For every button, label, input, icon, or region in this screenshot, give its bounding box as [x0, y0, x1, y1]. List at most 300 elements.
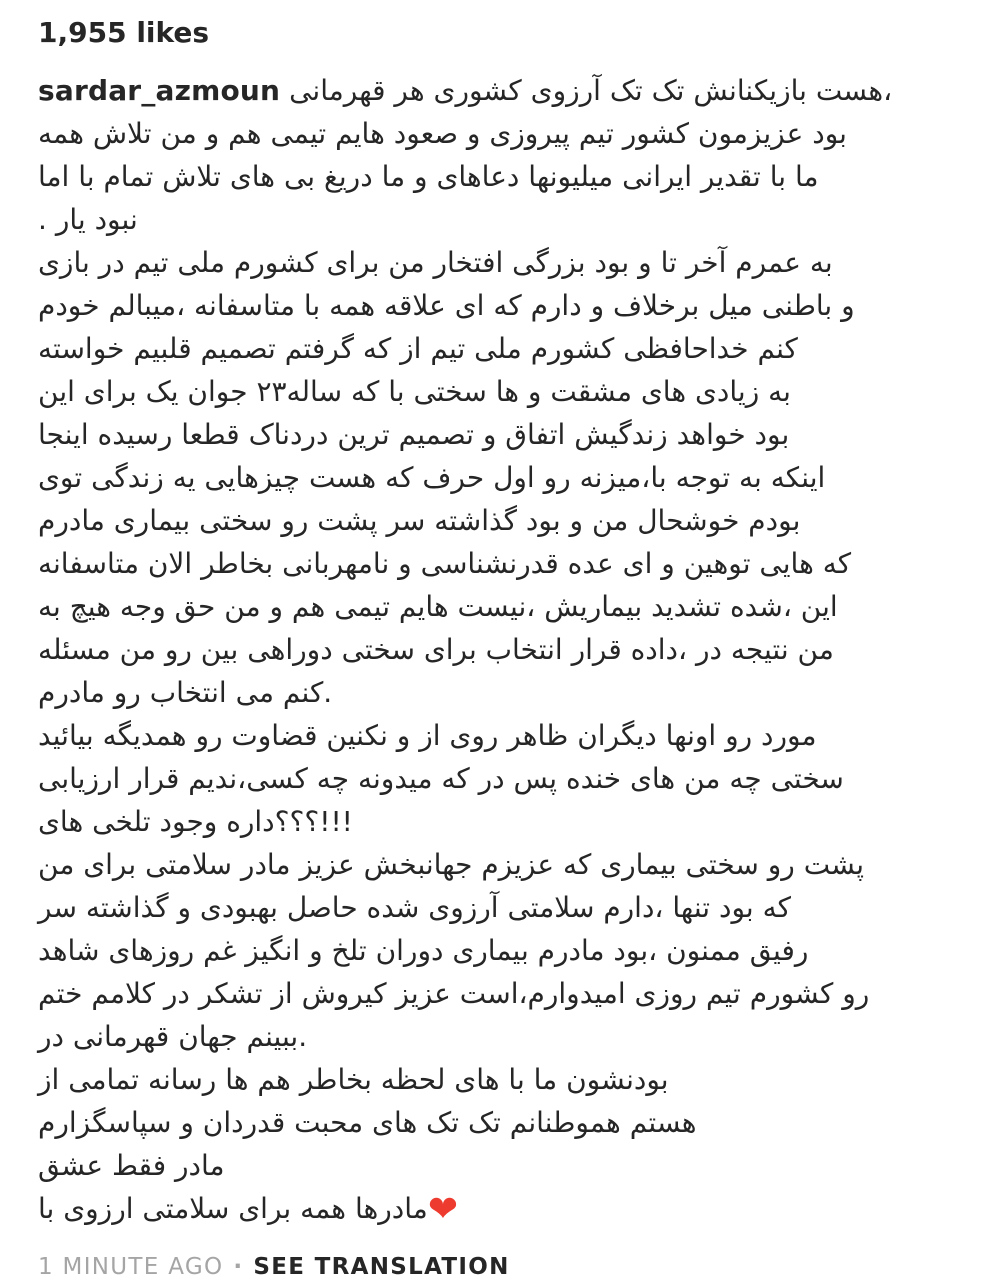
- caption-word: هیچ: [69, 590, 112, 623]
- caption-word: اما: [38, 160, 70, 193]
- caption-word: سلامتی: [507, 891, 595, 924]
- caption-word: بهبودی: [199, 891, 278, 924]
- caption-word: بود: [594, 246, 630, 279]
- caption-word: نامهربانی: [282, 547, 390, 580]
- caption-word: هست: [308, 461, 377, 494]
- caption-word: مادر: [240, 848, 291, 881]
- caption-word: رو: [281, 504, 309, 537]
- caption-word: به: [768, 375, 791, 408]
- caption-word: مادرم: [537, 934, 605, 967]
- caption-word: مادرها: [354, 1192, 428, 1225]
- caption-word: تیم: [578, 117, 614, 150]
- caption-word: همه: [329, 289, 376, 322]
- caption-word: تصمیم: [398, 418, 474, 451]
- caption-word: هم: [257, 1063, 291, 1096]
- caption-word: ما: [794, 160, 819, 193]
- caption-word: و: [398, 547, 412, 580]
- caption-word: تلخی: [92, 805, 151, 838]
- caption-word: رو: [543, 461, 571, 494]
- caption-line: توی زندگی یه چیزهایی هست که حرف اول رو میزنه،با توجه به اینکه: [38, 461, 826, 494]
- caption-line: [38, 413, 950, 456]
- caption-word: نبود: [94, 203, 138, 236]
- caption-word: حق: [174, 590, 216, 623]
- caption-word: های: [640, 375, 687, 408]
- caption-word: تیم: [705, 977, 741, 1010]
- caption-word: برای: [83, 375, 137, 408]
- caption-word: دردناک: [248, 418, 329, 451]
- caption-word: وجود: [159, 805, 218, 838]
- caption-word: عده: [567, 547, 614, 580]
- caption-line: [38, 542, 950, 585]
- caption-word: مسئله: [38, 633, 111, 666]
- caption-word: پس: [513, 762, 558, 795]
- caption-word: کشورم: [233, 246, 318, 279]
- caption-word: محبت: [294, 1106, 364, 1139]
- caption-word: و: [527, 375, 542, 408]
- caption-word: ملی: [177, 246, 225, 279]
- caption-word: رو: [113, 676, 141, 709]
- caption-word: هم: [291, 590, 326, 623]
- caption-word: سختی: [413, 375, 487, 408]
- caption-word: حاصل: [286, 891, 358, 924]
- caption-line: [38, 714, 950, 757]
- caption-word: ارزیابی: [38, 762, 121, 795]
- caption-word: از: [271, 977, 293, 1010]
- caption-line: [38, 1144, 950, 1187]
- caption-word: ما: [533, 1063, 558, 1096]
- caption-word: این: [38, 375, 75, 408]
- caption-line: [38, 1187, 950, 1230]
- caption-word: و: [396, 719, 411, 752]
- caption-word: بود: [718, 891, 754, 924]
- caption-word: انتخاب: [149, 676, 227, 709]
- caption-word: ما: [381, 160, 406, 193]
- caption-word: کشور: [622, 117, 689, 150]
- caption-word: بودم: [748, 504, 801, 537]
- caption-word: بی: [283, 160, 316, 193]
- caption-word: انتخاب: [485, 633, 563, 666]
- caption-word: تیم: [133, 246, 169, 279]
- caption-word: در: [38, 1020, 64, 1053]
- caption-word: هر: [394, 74, 425, 107]
- caption-word: سلامتی: [145, 848, 233, 881]
- caption-word: سر: [386, 504, 426, 537]
- caption-text: [38, 69, 950, 1230]
- caption-word: برای: [238, 1192, 292, 1225]
- caption-word: قهرمانی: [289, 74, 386, 107]
- caption-word: می: [235, 676, 274, 709]
- caption-word: و: [482, 418, 497, 451]
- caption-word: از: [400, 332, 422, 365]
- caption-word: ترین: [337, 418, 390, 451]
- caption-word: گذاشته: [434, 504, 517, 537]
- caption-lines-container: [38, 112, 950, 1230]
- caption-word: ای: [454, 289, 485, 322]
- caption-word: شده: [366, 891, 420, 924]
- caption-word: بیائید: [38, 719, 94, 752]
- caption-word: تشدید: [651, 590, 722, 623]
- caption-word: هایم: [398, 590, 449, 623]
- caption-word: ظاهر: [507, 719, 569, 752]
- caption-word: رو: [164, 633, 192, 666]
- caption-word: برای: [326, 246, 380, 279]
- caption-word: من: [591, 504, 629, 537]
- caption-word: چه: [316, 762, 350, 795]
- caption-word: من: [38, 848, 75, 881]
- caption-word: های: [38, 805, 84, 838]
- caption-word: متاسفانه: [194, 289, 295, 322]
- caption-word: و: [841, 289, 855, 322]
- caption-word: صعود: [393, 117, 458, 150]
- caption-word: علاقه: [384, 289, 446, 322]
- caption-word: و: [205, 117, 220, 150]
- caption-word: اینجا: [38, 418, 89, 451]
- caption-word: نیست: [457, 590, 527, 623]
- caption-word: ای: [622, 547, 653, 580]
- caption-word: های: [454, 1063, 500, 1096]
- caption-word: در: [163, 977, 190, 1010]
- caption-word: و: [661, 547, 675, 580]
- caption-line: [38, 1058, 950, 1101]
- caption-word: لحظه: [380, 1063, 446, 1096]
- caption-word: حرف: [422, 461, 485, 494]
- caption-word: آرزوی: [428, 891, 499, 924]
- caption-word: بیماریش: [544, 590, 643, 623]
- caption-word: که: [493, 289, 522, 322]
- caption-word: پیروزی: [489, 117, 570, 150]
- caption-word: تمام: [103, 160, 154, 193]
- caption-word: باطنی: [761, 289, 833, 322]
- caption-word: چه: [729, 762, 762, 795]
- caption-line: شاهد روزهای غم انگیز و تلخ دوران بیماری مادرم بود، ممنون رفیق: [38, 934, 809, 967]
- caption-word: زندگیش: [574, 418, 668, 451]
- caption-word: بود: [812, 117, 847, 150]
- caption-word: زیادی: [695, 375, 760, 408]
- caption-word: قضاوت: [231, 719, 318, 752]
- caption-word: دیگران: [577, 719, 657, 752]
- caption-word: داره: [226, 805, 275, 838]
- caption-word: و: [414, 160, 428, 193]
- caption-word: همه: [300, 1192, 347, 1225]
- caption-word: بازیکنانش: [693, 74, 807, 107]
- caption-word: به: [809, 246, 833, 279]
- caption-word: عمرم: [735, 246, 801, 279]
- caption-word: از: [38, 1063, 60, 1096]
- caption-word: من: [388, 246, 425, 279]
- caption-word: تیمی: [334, 590, 390, 623]
- caption-word: این: [800, 590, 838, 623]
- caption-word: من: [119, 633, 156, 666]
- caption-word: ختم: [38, 977, 83, 1010]
- caption-word: کیروش: [301, 977, 387, 1010]
- caption-word: رسانه: [147, 1063, 217, 1096]
- caption-word: اتفاق: [505, 418, 566, 451]
- caption-word: توی: [38, 461, 83, 494]
- caption-word: و: [590, 289, 605, 322]
- caption-word: من: [684, 762, 721, 795]
- caption-word: سر: [38, 891, 77, 924]
- caption-word: من: [160, 117, 197, 150]
- caption-word: عزیز: [395, 977, 451, 1010]
- caption-word: رو: [767, 848, 795, 881]
- caption-word: الان: [147, 547, 193, 580]
- caption-word: برای: [423, 633, 477, 666]
- caption-word: که: [822, 547, 852, 580]
- caption-word: قلبیم: [133, 332, 192, 365]
- caption-word: یار: [55, 203, 86, 236]
- caption-line: [38, 1101, 950, 1144]
- caption-word: فقط: [111, 1149, 167, 1182]
- caption-word: آرزوی: [530, 74, 601, 107]
- caption-word: و: [177, 891, 191, 924]
- caption-word: ندیم: [188, 762, 238, 795]
- caption-word: با: [508, 1063, 525, 1096]
- caption-word: کنم: [757, 332, 798, 365]
- caption-word: به: [739, 461, 762, 494]
- caption-word: و: [309, 934, 323, 967]
- caption-word: یه: [172, 461, 196, 494]
- caption-word: در: [695, 633, 722, 666]
- caption-line: مادرم رو انتخاب می کنم.: [38, 676, 333, 709]
- caption-word: قرار: [129, 762, 180, 795]
- caption-word: بود: [525, 504, 561, 537]
- caption-word: تک: [609, 74, 643, 107]
- caption-word: کشوری: [433, 74, 522, 107]
- caption-word: توهین: [683, 547, 751, 580]
- caption-word: نکنین: [326, 719, 388, 752]
- caption-word: عزیز: [299, 848, 355, 881]
- caption-line: های تلخی وجود داره؟؟؟!!!: [38, 805, 353, 838]
- caption-word: ایرانی: [622, 160, 692, 193]
- caption-word: اونها: [665, 719, 717, 752]
- caption-word: قدرنشناسی: [420, 547, 559, 580]
- caption-line: [38, 327, 950, 370]
- caption-line-text: قهرمانی هر کشوری آرزوی تک تک بازیکنانش هست،: [289, 74, 893, 107]
- caption-word: با: [78, 160, 95, 193]
- caption-word: عزیزمون: [697, 117, 804, 150]
- caption-word: میدونه: [358, 762, 433, 795]
- timestamp: 1 MINUTE AGO: [38, 1254, 224, 1280]
- caption-word: من: [797, 633, 834, 666]
- caption-line: [38, 112, 950, 155]
- caption-word: برخلاف: [613, 289, 700, 322]
- caption-word: من: [224, 590, 261, 623]
- caption-word: کشورم: [530, 332, 615, 365]
- caption-word: تلاش: [92, 117, 152, 150]
- caption-line: مسئله من رو بین دوراهی سختی برای انتخاب قرار داده، در نتیجه من: [38, 633, 834, 666]
- caption-word: های: [629, 762, 676, 795]
- caption-word: سپاسگزارم: [38, 1106, 172, 1139]
- caption-word: میلیونها: [528, 160, 614, 193]
- caption-line: ختم کلامم در تشکر از کیروش عزیز است،امیدوارم روزی تیم کشورم رو: [38, 977, 870, 1010]
- caption-word: هم: [228, 117, 262, 150]
- caption-word: میل: [708, 289, 753, 322]
- red-heart-icon: ❤: [427, 1189, 458, 1230]
- caption-word: رو: [842, 977, 870, 1010]
- caption-word: داده: [630, 633, 678, 666]
- caption-word: تیمی: [270, 117, 327, 150]
- caption-word: که: [762, 891, 791, 924]
- caption-line: در قهرمانی جهان ببینم.: [38, 1020, 308, 1053]
- caption-word: خداحافظی: [623, 332, 749, 365]
- caption-word: ممنون: [666, 934, 741, 967]
- caption-word: شاهد: [38, 934, 100, 967]
- caption-word: تا: [660, 246, 677, 279]
- caption-word: جوان: [187, 375, 248, 408]
- caption-word: ها: [495, 375, 519, 408]
- username-link[interactable]: sardar_azmoun: [38, 74, 281, 107]
- caption-word: بزرگی: [512, 246, 586, 279]
- likes-count[interactable]: 1,955 likes: [38, 16, 210, 49]
- caption-word: ببینم: [246, 1020, 299, 1053]
- caption-word: میبالم: [108, 289, 177, 322]
- caption-word: اینکه: [770, 461, 826, 494]
- caption-word: مشقت: [550, 375, 632, 408]
- caption-word: کشورم: [749, 977, 834, 1010]
- caption-word: برای: [83, 848, 137, 881]
- caption-line: . یار نبود: [38, 203, 138, 236]
- caption-word: هایم: [335, 117, 385, 150]
- caption-word: گرفتم: [284, 332, 354, 365]
- caption-word: توجه: [675, 461, 731, 494]
- caption-word: تلاش: [162, 160, 221, 193]
- post-footer: [38, 1254, 950, 1280]
- caption-word: از: [419, 719, 441, 752]
- caption-word: هایی: [759, 547, 814, 580]
- caption-word: سختی: [341, 633, 415, 666]
- caption-word: پشت: [803, 848, 864, 881]
- caption-word: سلامتی: [142, 1192, 230, 1225]
- caption-word: قطعا: [181, 418, 240, 451]
- caption-word: قرار: [571, 633, 622, 666]
- caption-line: [38, 843, 950, 886]
- caption-word: بیماری: [452, 934, 529, 967]
- caption-word: رو: [725, 719, 753, 752]
- caption-word: متاسفانه: [38, 547, 139, 580]
- caption-word: مورد: [761, 719, 817, 752]
- caption-word: افتخار: [433, 246, 504, 279]
- caption-line: [38, 241, 950, 284]
- caption-word: گذاشته: [85, 891, 169, 924]
- caption-word: بود: [613, 934, 649, 967]
- caption-line: خودم میبالم، متاسفانه با همه علاقه ای که دارم و برخلاف میل باطنی و: [38, 289, 855, 322]
- caption-word: کلامم: [91, 977, 155, 1010]
- caption-word: بیماری: [600, 848, 677, 881]
- caption-word: یک: [145, 375, 179, 408]
- caption-word: دریغ: [323, 160, 373, 193]
- caption-word: تک: [467, 1106, 501, 1139]
- caption-word: زندگی: [91, 461, 164, 494]
- caption-word: و: [638, 246, 652, 279]
- caption-word: سختی: [770, 762, 844, 795]
- caption-word: بازی: [38, 246, 90, 279]
- caption-word: همه: [38, 117, 84, 150]
- caption-line: این برای یک جوان ۲۳ساله که با سختی ها و مشقت های زیادی به: [38, 375, 791, 408]
- caption-word: بخاطر: [299, 1063, 372, 1096]
- caption-word: رفیق: [749, 934, 809, 967]
- caption-word: دعاهای: [436, 160, 520, 193]
- caption-word: خواهد: [676, 418, 746, 451]
- caption-word: وجه: [119, 590, 166, 623]
- caption-word: روی: [449, 719, 499, 752]
- caption-word: تقدیر: [700, 160, 761, 193]
- caption-word: هموطنانم: [509, 1106, 621, 1139]
- caption-word: است: [459, 977, 519, 1010]
- caption-word: روزهای: [108, 934, 195, 967]
- caption-word: مادر: [175, 1149, 225, 1182]
- caption-word: قهرمانی: [72, 1020, 170, 1053]
- caption-word: بودنشون: [566, 1063, 669, 1096]
- caption-word: جهان: [178, 1020, 238, 1053]
- caption-word: هست: [815, 74, 884, 107]
- caption-word: عشق: [38, 1149, 104, 1182]
- caption-word: که: [350, 375, 380, 408]
- caption-word: که: [362, 332, 392, 365]
- caption-line: سر گذاشته و بهبودی حاصل شده آرزوی سلامتی دارم، تنها بود که: [38, 891, 791, 924]
- caption-word: انگیز: [245, 934, 301, 967]
- caption-word: بخاطر: [201, 547, 274, 580]
- caption-word: دارم: [603, 891, 655, 924]
- caption-word: که: [562, 848, 592, 881]
- caption-line: به هیچ وجه حق من و هم تیمی هایم نیست، بیماریش تشدید شده، این: [38, 590, 838, 623]
- caption-word: های: [229, 160, 276, 193]
- caption-word: جهانبخش: [363, 848, 473, 881]
- caption-word: مادرم: [38, 504, 105, 537]
- caption-word: خنده: [565, 762, 622, 795]
- caption-word: و: [466, 117, 481, 150]
- caption-word: و: [269, 590, 283, 623]
- caption-word: بین: [200, 633, 239, 666]
- caption-word: در: [98, 246, 125, 279]
- see-translation-button[interactable]: SEE TRANSLATION: [253, 1254, 510, 1280]
- caption-word: و: [180, 1106, 194, 1139]
- caption-word: آخر: [685, 246, 727, 279]
- caption-word: نتیجه: [730, 633, 789, 666]
- caption-word: بود: [754, 418, 790, 451]
- caption-word: تک: [426, 1106, 460, 1139]
- caption-word: مادرم: [38, 676, 105, 709]
- caption-word: ارزوی: [63, 1192, 134, 1225]
- caption-word: اول: [493, 461, 535, 494]
- caption-word: ملی: [474, 332, 522, 365]
- caption-line: [38, 499, 950, 542]
- caption-word: که: [441, 762, 470, 795]
- caption-word: خوشحال: [637, 504, 740, 537]
- caption-word: دوراهی: [247, 633, 333, 666]
- caption-word: قدردان: [202, 1106, 286, 1139]
- caption-word: امیدوارم: [527, 977, 626, 1010]
- caption-word: تک: [651, 74, 685, 107]
- caption-word: شده: [729, 590, 783, 623]
- caption-word: تشکر: [198, 977, 263, 1010]
- caption-word: که: [385, 461, 414, 494]
- caption-word: دارم: [530, 289, 582, 322]
- caption-word: های: [372, 1106, 418, 1139]
- caption-word: روزی: [634, 977, 698, 1010]
- caption-line: ارزیابی قرار ندیم،کسی چه میدونه که در پس خنده های من چه سختی: [38, 762, 844, 795]
- caption-word: تیم: [430, 332, 466, 365]
- caption-word: چیزهایی: [204, 461, 301, 494]
- caption-word: خواسته: [38, 332, 125, 365]
- caption-word: سختی: [685, 848, 759, 881]
- caption-line: [38, 69, 950, 112]
- caption-word: با: [769, 160, 787, 193]
- caption-word: تمامی: [68, 1063, 140, 1096]
- caption-line: [38, 155, 950, 198]
- caption-word: هستم: [629, 1106, 697, 1139]
- caption-word: میزنه: [579, 461, 642, 494]
- caption-word: تصمیم: [200, 332, 276, 365]
